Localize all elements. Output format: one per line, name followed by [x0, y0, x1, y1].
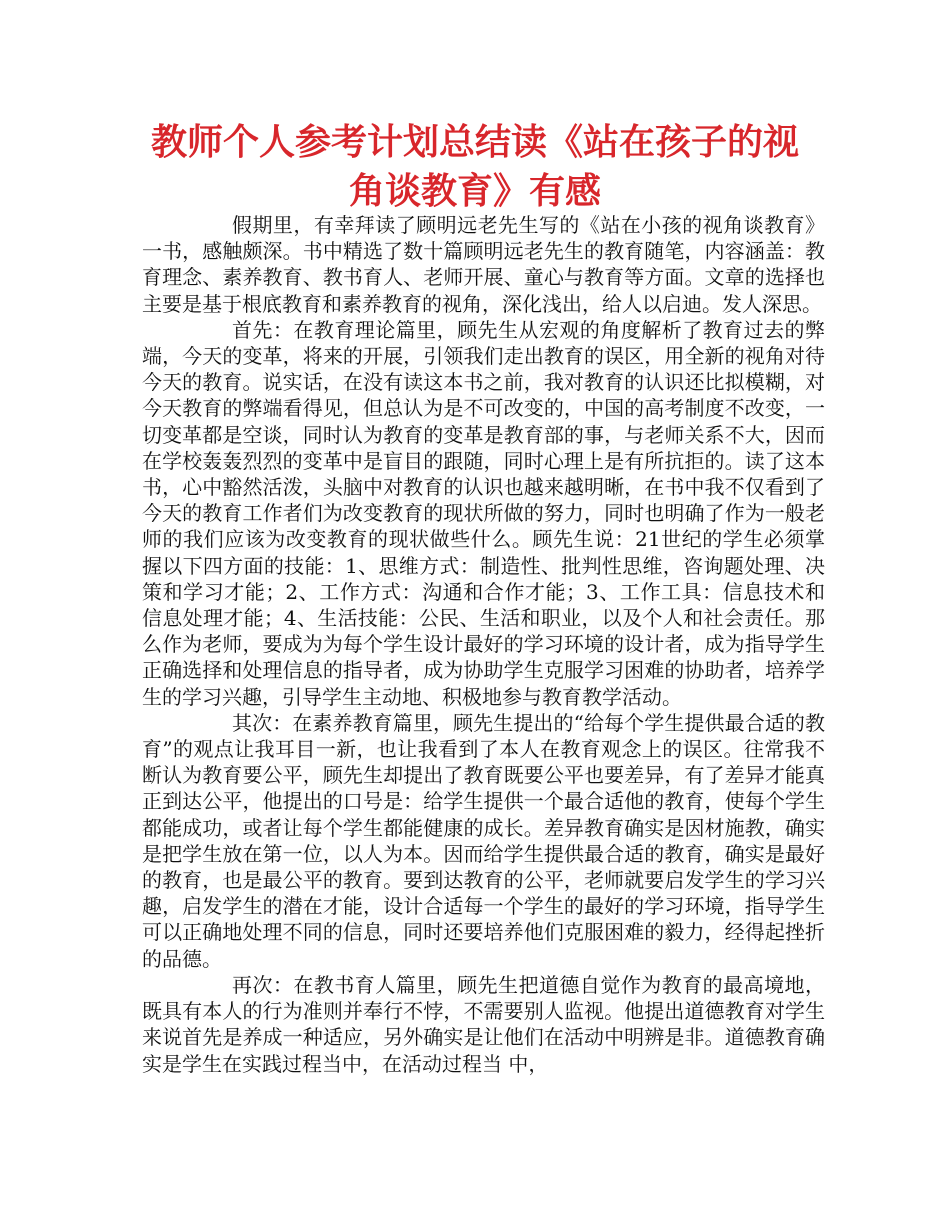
- document-body: [142, 212, 825, 1077]
- paragraph-second: 其次：在素养教育篇里，顾先生提出的“给每个学生提供最合适的教育”的观点让我耳目一新，也让我看到了本人在教育观念上的误区。往常我不断认为教育要公平，顾先生却提出了教育既要公平也要差异，有了差异才能真正到达公平，他提出的口号是：给学生提供一个最合适他的教育，使每个学生都能成功，或者让每个学生都能健康的成长。差异教育确实是因材施教，确实是把学生放在第一位，以人为本。因而给学生提供最合适的教育，确实是最好的教育，也是最公平的教育。要到达教育的公平，老师就要启发学生的学习兴趣，启发学生的潜在才能，设计合适每一个学生的最好的学习环境，指导学生可以正确地处理不同的信息，同时还要培养他们克服困难的毅力，经得起挫折的品德。: [142, 710, 825, 971]
- document-title: 教师个人参考计划总结读《站在孩子的视角谈教育》有感: [150, 122, 799, 212]
- paragraph-third: 再次：在教书育人篇里，顾先生把道德自觉作为教育的最高境地，既具有本人的行为准则并奉行不悖，不需要别人监视。他提出道德教育对学生来说首先是养成一种适应，另外确实是让他们在活动中明辨是非。道德教育确实是学生在实践过程当中，在活动过程当 中，: [142, 972, 825, 1076]
- paragraph-intro: 假期里，有幸拜读了顾明远老先生写的《站在小孩的视角谈教育》一书，感触颇深。书中精选了数十篇顾明远老先生的教育随笔，内容涵盖：教育理念、素养教育、教书育人、老师开展、童心与教育等方面。文章的选择也主要是基于根底教育和素养教育的视角，深化浅出，给人以启迪。发人深思。: [142, 213, 825, 316]
- paragraph-first: 首先：在教育理论篇里，顾先生从宏观的角度解析了教育过去的弊端，今天的变革，将来的开展，引领我们走出教育的误区，用全新的视角对待今天的教育。说实话，在没有读这本书之前，我对教育的认识还比拟模糊，对今天教育的弊端看得见，但总认为是不可改变的，中国的高考制度不改变，一切变革都是空谈，同时认为教育的变革是教育部的事，与老师关系不大，因而在学校轰轰烈烈的变革中是盲目的跟随，同时心理上是有所抗拒的。读了这本书，心中豁然活泼，头脑中对教育的认识也越来越明晰，在书中我不仅看到了今天的教育工作者们为改变教育的现状所做的努力，同时也明确了作为一般老师的我们应该为改变教育的现状做些什么。顾先生说：21世纪的学生必须掌握以下四方面的技能：1、思维方式：制造性、批判性思维，咨询题处理、决策和学习才能；2、工作方式：沟通和合作才能；3、工作工具：信息技术和信息处理才能；4、生活技能：公民、生活和职业，以及个人和社会责任。那么作为老师，要成为为每个学生设计最好的学习环境的设计者，成为指导学生正确选择和处理信息的指导者，成为协助学生克服学习困难的协助者，培养学生的学习兴趣，引导学生主动地、积极地参与教育教学活动。: [142, 317, 825, 709]
